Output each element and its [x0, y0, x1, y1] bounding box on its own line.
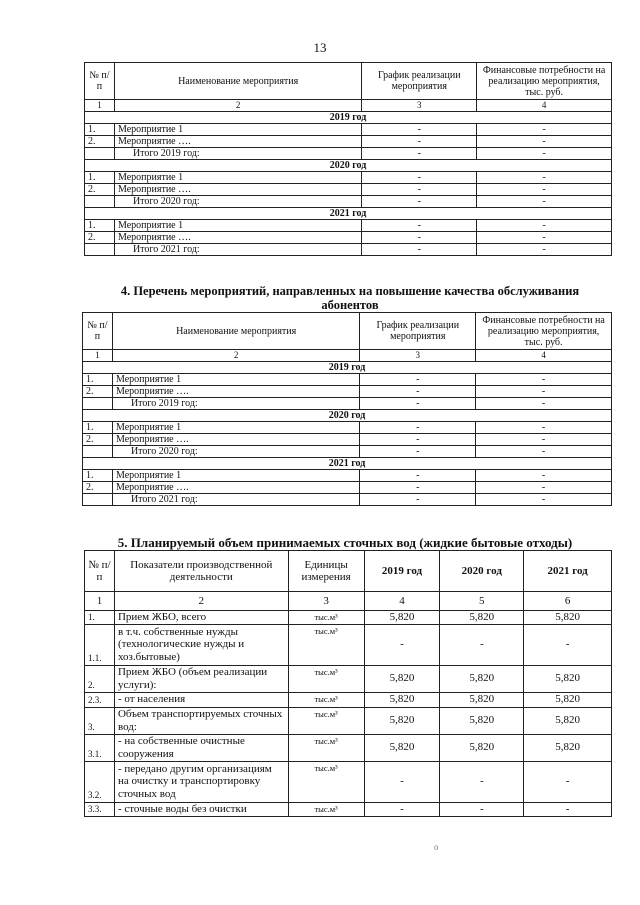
row-number	[85, 244, 115, 256]
page-number: 13	[313, 40, 327, 55]
schedule-cell: -	[362, 124, 477, 136]
header-cell: Единицы измерения	[288, 551, 364, 592]
indicator-name: - на собственные очистные сооружения	[114, 734, 288, 761]
table-row	[85, 665, 612, 692]
row-number: 2.	[83, 386, 113, 398]
events-table-2	[82, 312, 612, 506]
value-2020: 5,820	[440, 734, 524, 761]
index-cell: 3	[288, 592, 364, 611]
table-row	[83, 482, 612, 494]
table-row	[85, 611, 612, 625]
finance-cell: -	[476, 398, 612, 410]
finance-cell: -	[476, 482, 612, 494]
schedule-cell: -	[362, 148, 477, 160]
event-name: Итого 2019 год:	[112, 398, 359, 410]
table-row	[85, 802, 612, 816]
table-row	[83, 470, 612, 482]
header-cell: 2021 год	[524, 551, 612, 592]
header-cell: График реализации мероприятия	[360, 313, 476, 350]
header-cell: 2019 год	[364, 551, 440, 592]
header-cell: Финансовые потребности на реализацию мероприятия, тыс. руб.	[476, 313, 612, 350]
row-number: 2.	[83, 482, 113, 494]
unit-cell: тыс.м³	[288, 707, 364, 734]
row-number: 1.	[85, 611, 115, 625]
value-2020: -	[440, 624, 524, 665]
value-2019: 5,820	[364, 707, 440, 734]
unit-cell: тыс.м³	[288, 734, 364, 761]
index-row	[83, 350, 612, 362]
row-number: 1.	[85, 220, 115, 232]
indicator-name: Объем транспортируемых сточных вод:	[114, 707, 288, 734]
schedule-cell: -	[360, 494, 476, 506]
year-cell: 2021 год	[85, 208, 612, 220]
schedule-cell: -	[360, 398, 476, 410]
schedule-cell: -	[362, 136, 477, 148]
table-row	[85, 707, 612, 734]
event-name: Мероприятие 1	[114, 172, 361, 184]
event-name: Мероприятие 1	[112, 422, 359, 434]
value-2020: 5,820	[440, 707, 524, 734]
row-number: 2.	[83, 434, 113, 446]
finance-cell: -	[477, 220, 612, 232]
event-name: Мероприятие 1	[112, 470, 359, 482]
indicator-name: в т.ч. собственные нужды (технологические нужды и хоз.бытовые)	[114, 624, 288, 665]
schedule-cell: -	[360, 374, 476, 386]
index-cell: 1	[85, 592, 115, 611]
value-2019: 5,820	[364, 665, 440, 692]
year-row	[85, 208, 612, 220]
unit-cell: тыс.м³	[288, 761, 364, 802]
event-name: Итого 2020 год:	[112, 446, 359, 458]
header-row	[83, 313, 612, 350]
value-2020: 5,820	[440, 692, 524, 707]
value-2021: -	[524, 761, 612, 802]
schedule-cell: -	[362, 220, 477, 232]
index-cell: 6	[524, 592, 612, 611]
finance-cell: -	[476, 494, 612, 506]
table-row	[83, 434, 612, 446]
section-4-title: 4. Перечень мероприятий, направленных на повышение качества обслуживания абонентов	[120, 284, 580, 312]
finance-cell: -	[477, 172, 612, 184]
header-cell: Наименование мероприятия	[112, 313, 359, 350]
finance-cell: -	[477, 148, 612, 160]
table-row	[83, 386, 612, 398]
unit-cell: тыс.м³	[288, 665, 364, 692]
schedule-cell: -	[360, 482, 476, 494]
index-row	[85, 100, 612, 112]
year-row	[85, 160, 612, 172]
unit-cell: тыс.м³	[288, 802, 364, 816]
page-mark: o	[434, 842, 439, 852]
finance-cell: -	[477, 136, 612, 148]
value-2019: 5,820	[364, 734, 440, 761]
table-row	[85, 136, 612, 148]
table-row	[85, 232, 612, 244]
value-2019: -	[364, 802, 440, 816]
index-cell: 4	[476, 350, 612, 362]
row-number: 2.3.	[85, 692, 115, 707]
value-2021: 5,820	[524, 665, 612, 692]
event-name: Итого 2021 год:	[112, 494, 359, 506]
finance-cell: -	[476, 422, 612, 434]
schedule-cell: -	[362, 172, 477, 184]
value-2021: 5,820	[524, 692, 612, 707]
index-cell: 3	[360, 350, 476, 362]
table-row	[83, 422, 612, 434]
year-cell: 2021 год	[83, 458, 612, 470]
value-2019: -	[364, 624, 440, 665]
table-row	[85, 220, 612, 232]
indicator-name: - от населения	[114, 692, 288, 707]
table-row	[85, 692, 612, 707]
value-2021: -	[524, 624, 612, 665]
finance-cell: -	[477, 244, 612, 256]
row-number: 1.	[83, 374, 113, 386]
row-number: 3.2.	[85, 761, 115, 802]
row-number	[83, 398, 113, 410]
row-number: 3.1.	[85, 734, 115, 761]
value-2021: 5,820	[524, 611, 612, 625]
row-number	[85, 148, 115, 160]
row-number: 3.3.	[85, 802, 115, 816]
index-cell: 4	[364, 592, 440, 611]
finance-cell: -	[476, 470, 612, 482]
value-2020: 5,820	[440, 611, 524, 625]
year-cell: 2020 год	[83, 410, 612, 422]
event-name: Мероприятие ….	[112, 482, 359, 494]
value-2020: -	[440, 802, 524, 816]
schedule-cell: -	[360, 422, 476, 434]
event-name: Мероприятие ….	[112, 434, 359, 446]
schedule-cell: -	[362, 196, 477, 208]
indicator-name: Прием ЖБО (объем реализации услуги):	[114, 665, 288, 692]
year-row	[83, 410, 612, 422]
event-name: Итого 2020 год:	[114, 196, 361, 208]
row-number: 2.	[85, 136, 115, 148]
value-2019: 5,820	[364, 611, 440, 625]
value-2019: -	[364, 761, 440, 802]
finance-cell: -	[477, 196, 612, 208]
row-number: 1.	[85, 124, 115, 136]
unit-cell: тыс.м³	[288, 611, 364, 625]
row-number: 3.	[85, 707, 115, 734]
row-number	[83, 494, 113, 506]
value-2020: 5,820	[440, 665, 524, 692]
header-cell: Наименование мероприятия	[114, 63, 361, 100]
value-2021: 5,820	[524, 734, 612, 761]
unit-cell: тыс.м³	[288, 624, 364, 665]
header-cell: № п/п	[85, 63, 115, 100]
year-row	[83, 362, 612, 374]
year-row	[85, 112, 612, 124]
index-cell: 1	[85, 100, 115, 112]
row-number	[83, 446, 113, 458]
value-2020: -	[440, 761, 524, 802]
index-row	[85, 592, 612, 611]
table-row	[83, 398, 612, 410]
header-cell: № п/п	[85, 551, 115, 592]
header-row	[85, 63, 612, 100]
schedule-cell: -	[362, 232, 477, 244]
schedule-cell: -	[360, 434, 476, 446]
value-2019: 5,820	[364, 692, 440, 707]
table-row	[85, 148, 612, 160]
header-cell: Показатели производственной деятельности	[114, 551, 288, 592]
indicator-name: - передано другим организациям на очистку и транспортировку сточных вод	[114, 761, 288, 802]
row-number: 2.	[85, 232, 115, 244]
index-cell: 2	[114, 100, 361, 112]
row-number: 1.	[85, 172, 115, 184]
event-name: Мероприятие ….	[114, 136, 361, 148]
index-cell: 4	[477, 100, 612, 112]
unit-cell: тыс.м³	[288, 692, 364, 707]
events-table-1	[84, 62, 612, 256]
event-name: Мероприятие ….	[114, 232, 361, 244]
wastewater-volume-table	[84, 550, 612, 817]
event-name: Итого 2021 год:	[114, 244, 361, 256]
value-2021: 5,820	[524, 707, 612, 734]
finance-cell: -	[476, 446, 612, 458]
schedule-cell: -	[362, 184, 477, 196]
finance-cell: -	[476, 374, 612, 386]
row-number: 1.	[83, 422, 113, 434]
event-name: Мероприятие ….	[114, 184, 361, 196]
finance-cell: -	[477, 232, 612, 244]
event-name: Мероприятие 1	[112, 374, 359, 386]
row-number: 2.	[85, 665, 115, 692]
schedule-cell: -	[360, 470, 476, 482]
index-cell: 1	[83, 350, 113, 362]
table-row	[85, 184, 612, 196]
row-number	[85, 196, 115, 208]
section-5-title: 5. Планируемый объем принимаемых сточных вод (жидкие бытовые отходы)	[117, 535, 573, 550]
table-row	[85, 172, 612, 184]
year-cell: 2020 год	[85, 160, 612, 172]
table-row	[83, 374, 612, 386]
header-cell: 2020 год	[440, 551, 524, 592]
table-row	[85, 196, 612, 208]
finance-cell: -	[477, 184, 612, 196]
row-number: 1.1.	[85, 624, 115, 665]
year-cell: 2019 год	[83, 362, 612, 374]
event-name: Мероприятие ….	[112, 386, 359, 398]
table-row	[85, 761, 612, 802]
event-name: Итого 2019 год:	[114, 148, 361, 160]
table-row	[83, 494, 612, 506]
row-number: 2.	[85, 184, 115, 196]
table-row	[85, 734, 612, 761]
value-2021: -	[524, 802, 612, 816]
finance-cell: -	[477, 124, 612, 136]
header-row	[85, 551, 612, 592]
schedule-cell: -	[360, 446, 476, 458]
finance-cell: -	[476, 434, 612, 446]
index-cell: 2	[114, 592, 288, 611]
row-number: 1.	[83, 470, 113, 482]
event-name: Мероприятие 1	[114, 220, 361, 232]
year-cell: 2019 год	[85, 112, 612, 124]
year-row	[83, 458, 612, 470]
finance-cell: -	[476, 386, 612, 398]
index-cell: 2	[112, 350, 359, 362]
indicator-name: Прием ЖБО, всего	[114, 611, 288, 625]
schedule-cell: -	[360, 386, 476, 398]
header-cell: График реализации мероприятия	[362, 63, 477, 100]
event-name: Мероприятие 1	[114, 124, 361, 136]
table-row	[83, 446, 612, 458]
table-row	[85, 624, 612, 665]
header-cell: № п/п	[83, 313, 113, 350]
table-row	[85, 244, 612, 256]
indicator-name: - сточные воды без очистки	[114, 802, 288, 816]
header-cell: Финансовые потребности на реализацию мероприятия, тыс. руб.	[477, 63, 612, 100]
table-row	[85, 124, 612, 136]
index-cell: 5	[440, 592, 524, 611]
schedule-cell: -	[362, 244, 477, 256]
index-cell: 3	[362, 100, 477, 112]
